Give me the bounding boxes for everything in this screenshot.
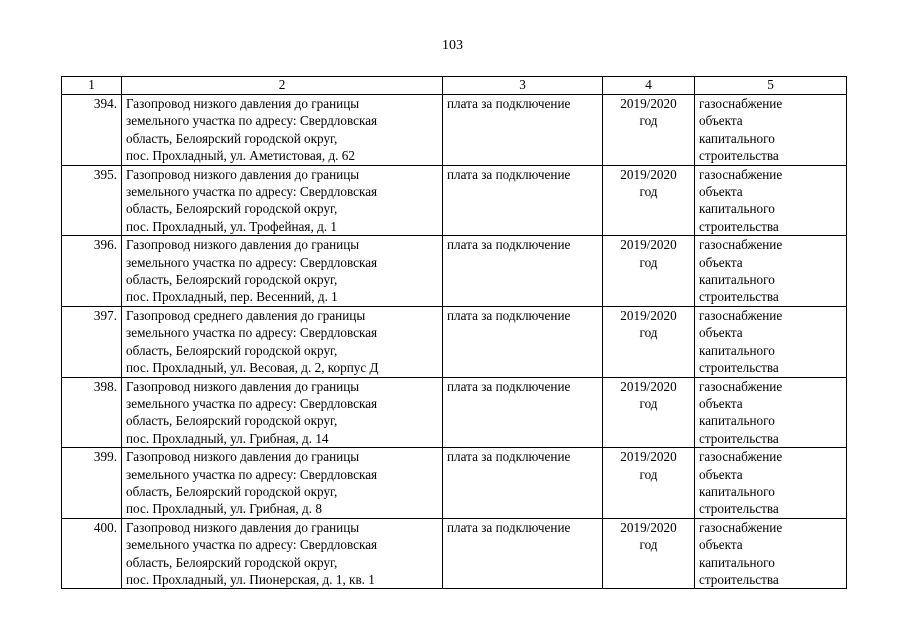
column-header-3: 3 — [443, 77, 603, 95]
period-cell — [603, 236, 695, 307]
purpose-line: объекта — [699, 466, 743, 482]
purpose-cell — [695, 165, 847, 236]
investment-table — [61, 76, 847, 589]
object-name-line: область, Белоярский городской округ, — [126, 272, 338, 288]
row-number: 396. — [62, 236, 122, 307]
purpose-line: капитального — [699, 554, 775, 570]
object-name-line: пос. Прохладный, ул. Грибная, д. 14 — [126, 430, 329, 446]
purpose-cell — [695, 236, 847, 307]
object-name-line: пос. Прохладный, ул. Трофейная, д. 1 — [126, 218, 337, 234]
purpose-line: объекта — [699, 395, 743, 411]
object-name-cell — [122, 236, 443, 307]
object-name-line: область, Белоярский городской округ, — [126, 342, 338, 358]
table-row — [62, 95, 847, 166]
object-name-cell — [122, 518, 443, 589]
purpose-line: газоснабжение — [699, 307, 783, 323]
table-row — [62, 236, 847, 307]
object-name-line: земельного участка по адресу: Свердловская — [126, 113, 378, 129]
table-row — [62, 448, 847, 519]
object-name-line: Газопровод низкого давления до границы — [126, 449, 360, 465]
period-line: год — [639, 395, 658, 411]
period-line: 2019/2020 — [620, 378, 677, 394]
period-cell — [603, 165, 695, 236]
purpose-line: объекта — [699, 254, 743, 270]
object-name-line: Газопровод среднего давления до границы — [126, 307, 366, 323]
purpose-line: газоснабжение — [699, 237, 783, 253]
purpose-line: строительства — [699, 571, 779, 587]
funding-source: плата за подключение — [443, 377, 603, 448]
period-line: год — [639, 466, 658, 482]
purpose-line: строительства — [699, 360, 779, 376]
period-line: год — [639, 113, 658, 129]
purpose-cell — [695, 518, 847, 589]
purpose-line: газоснабжение — [699, 96, 783, 111]
purpose-line: капитального — [699, 483, 775, 499]
object-name-line: пос. Прохладный, ул. Аметистовая, д. 62 — [126, 148, 355, 164]
purpose-line: капитального — [699, 342, 775, 358]
funding-source: плата за подключение — [443, 95, 603, 166]
column-header-5: 5 — [695, 77, 847, 95]
object-name-line: земельного участка по адресу: Свердловская — [126, 325, 378, 341]
period-cell — [603, 518, 695, 589]
period-line: 2019/2020 — [620, 166, 677, 182]
period-cell — [603, 306, 695, 377]
object-name-line: область, Белоярский городской округ, — [126, 130, 338, 146]
object-name-line: область, Белоярский городской округ, — [126, 483, 338, 499]
object-name-line: Газопровод низкого давления до границы — [126, 237, 360, 253]
purpose-line: капитального — [699, 130, 775, 146]
object-name-line: Газопровод низкого давления до границы — [126, 96, 360, 111]
object-name-line: Газопровод низкого давления до границы — [126, 519, 360, 535]
funding-source: плата за подключение — [443, 306, 603, 377]
period-line: год — [639, 254, 658, 270]
object-name-line: земельного участка по адресу: Свердловская — [126, 466, 378, 482]
object-name-line: земельного участка по адресу: Свердловская — [126, 184, 378, 200]
purpose-line: объекта — [699, 325, 743, 341]
column-header-1: 1 — [62, 77, 122, 95]
object-name-cell — [122, 448, 443, 519]
period-line: 2019/2020 — [620, 96, 677, 111]
period-line: 2019/2020 — [620, 237, 677, 253]
purpose-cell — [695, 448, 847, 519]
row-number: 394. — [62, 95, 122, 166]
purpose-line: объекта — [699, 537, 743, 553]
object-name-line: область, Белоярский городской округ, — [126, 554, 338, 570]
purpose-line: объекта — [699, 184, 743, 200]
object-name-line: область, Белоярский городской округ, — [126, 413, 338, 429]
purpose-line: строительства — [699, 430, 779, 446]
object-name-line: земельного участка по адресу: Свердловская — [126, 395, 378, 411]
funding-source: плата за подключение — [443, 236, 603, 307]
funding-source: плата за подключение — [443, 165, 603, 236]
period-cell — [603, 377, 695, 448]
period-cell — [603, 448, 695, 519]
object-name-cell — [122, 95, 443, 166]
object-name-line: Газопровод низкого давления до границы — [126, 378, 360, 394]
object-name-line: земельного участка по адресу: Свердловская — [126, 537, 378, 553]
table-header-row — [62, 77, 847, 95]
purpose-line: капитального — [699, 201, 775, 217]
purpose-line: капитального — [699, 272, 775, 288]
object-name-line: пос. Прохладный, ул. Пионерская, д. 1, кв. 1 — [126, 571, 375, 587]
purpose-line: строительства — [699, 148, 779, 164]
purpose-line: строительства — [699, 218, 779, 234]
period-line: год — [639, 537, 658, 553]
period-line: год — [639, 184, 658, 200]
table-row — [62, 518, 847, 589]
table-row — [62, 377, 847, 448]
column-header-4: 4 — [603, 77, 695, 95]
row-number: 400. — [62, 518, 122, 589]
purpose-cell — [695, 306, 847, 377]
page-number: 103 — [442, 38, 463, 53]
purpose-line: газоснабжение — [699, 166, 783, 182]
column-header-2: 2 — [122, 77, 443, 95]
purpose-line: строительства — [699, 289, 779, 305]
funding-source: плата за подключение — [443, 518, 603, 589]
period-cell — [603, 95, 695, 166]
purpose-line: капитального — [699, 413, 775, 429]
period-line: 2019/2020 — [620, 449, 677, 465]
object-name-line: пос. Прохладный, ул. Весовая, д. 2, корпус Д — [126, 360, 379, 376]
table-body — [62, 95, 847, 589]
row-number: 398. — [62, 377, 122, 448]
purpose-line: газоснабжение — [699, 449, 783, 465]
purpose-line: газоснабжение — [699, 519, 783, 535]
object-name-line: пос. Прохладный, пер. Весенний, д. 1 — [126, 289, 338, 305]
object-name-cell — [122, 306, 443, 377]
row-number: 399. — [62, 448, 122, 519]
object-name-line: пос. Прохладный, ул. Грибная, д. 8 — [126, 501, 322, 517]
period-line: год — [639, 325, 658, 341]
object-name-cell — [122, 165, 443, 236]
row-number: 397. — [62, 306, 122, 377]
object-name-line: земельного участка по адресу: Свердловская — [126, 254, 378, 270]
table-row — [62, 306, 847, 377]
purpose-cell — [695, 377, 847, 448]
object-name-line: область, Белоярский городской округ, — [126, 201, 338, 217]
row-number: 395. — [62, 165, 122, 236]
purpose-line: объекта — [699, 113, 743, 129]
period-line: 2019/2020 — [620, 519, 677, 535]
funding-source: плата за подключение — [443, 448, 603, 519]
purpose-line: строительства — [699, 501, 779, 517]
object-name-line: Газопровод низкого давления до границы — [126, 166, 360, 182]
period-line: 2019/2020 — [620, 307, 677, 323]
object-name-cell — [122, 377, 443, 448]
purpose-line: газоснабжение — [699, 378, 783, 394]
table-row — [62, 165, 847, 236]
purpose-cell — [695, 95, 847, 166]
